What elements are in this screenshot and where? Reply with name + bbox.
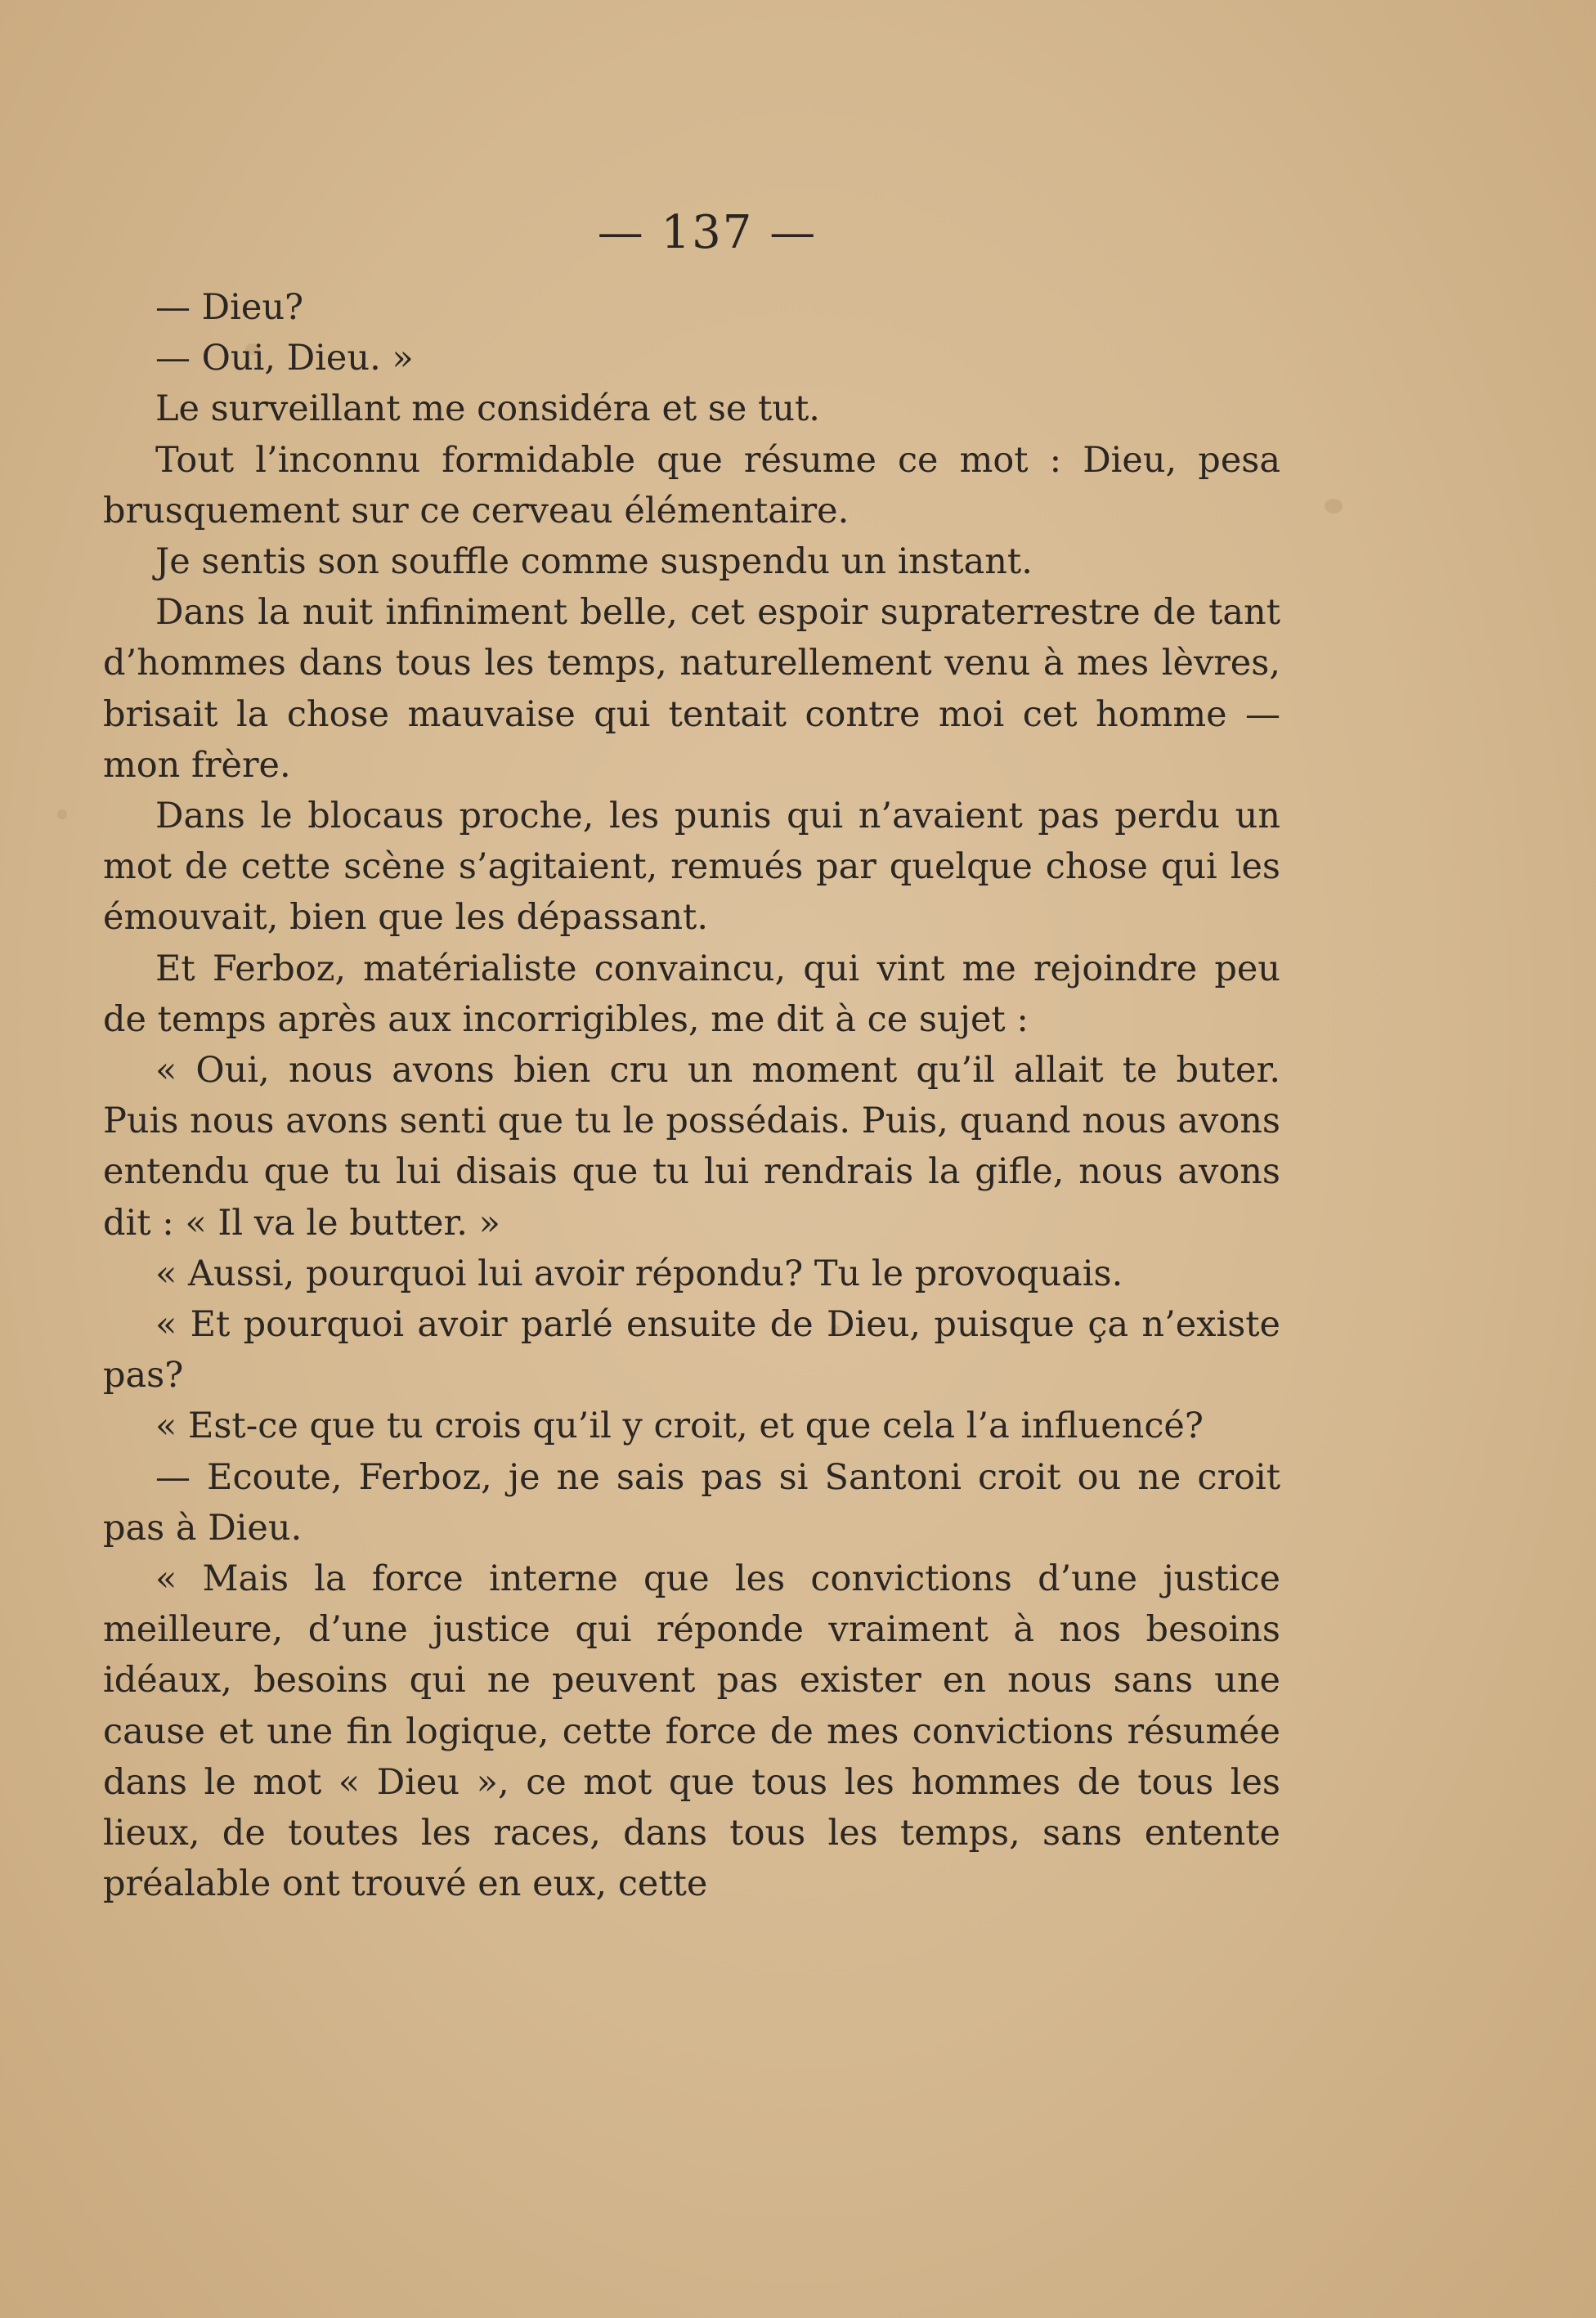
paragraph: Tout l’inconnu formidable que résume ce mot : Dieu, pesa brusquement sur ce cerveau élémentaire.	[103, 439, 1280, 531]
paragraph: « Oui, nous avons bien cru un moment qu’il allait te buter. Puis nous avons senti que tu le possédais. Puis, quand nous avons entendu que tu lui disais que tu lui rendrais la gifle, nous avons dit : « Il va le butter. »	[103, 1050, 1280, 1244]
paragraph: Le surveillant me considéra et se tut.	[155, 388, 820, 430]
page-number: — 137 —	[597, 206, 818, 259]
paragraph: — Dieu?	[155, 287, 304, 328]
paragraph: Et Ferboz, matérialiste convaincu, qui vint me rejoindre peu de temps après aux incorrigibles, me dit à ce sujet :	[103, 948, 1280, 1040]
paragraph: — Ecoute, Ferboz, je ne sais pas si Santoni croit ou ne croit pas à Dieu.	[103, 1456, 1280, 1549]
paragraph: Dans le blocaus proche, les punis qui n’avaient pas perdu un mot de cette scène s’agitaient, remués par quelque chose qui les émouvait, bien que les dépassant.	[103, 796, 1280, 939]
paper-stain	[1325, 499, 1343, 513]
paragraph: « Aussi, pourquoi lui avoir répondu? Tu le provoquais.	[155, 1253, 1123, 1294]
paragraph: « Mais la force interne que les convictions d’une justice meilleure, d’une justice qui réponde vraiment à nos besoins idéaux, besoins qui ne peuvent pas exister en nous sans une cause et une fin logique, cette force de mes convictions résumée dans le mot « Dieu », ce mot que tous les hommes de tous les lieux, de toutes les races, dans tous les temps, sans entente préalable ont trouvé en eux, cette	[103, 1558, 1280, 1905]
body-text	[103, 282, 1280, 1910]
paragraph: « Et pourquoi avoir parlé ensuite de Dieu, puisque ça n’existe pas?	[103, 1304, 1280, 1397]
paragraph: « Est-ce que tu crois qu’il y croit, et que cela l’a influencé?	[155, 1406, 1204, 1447]
paragraph: Je sentis son souffle comme suspendu un instant.	[155, 541, 1033, 583]
paper-stain	[57, 809, 67, 819]
paragraph: — Oui, Dieu. »	[155, 338, 414, 379]
paragraph: Dans la nuit infiniment belle, cet espoir supraterrestre de tant d’hommes dans tous les temps, naturellement venu à mes lèvres, brisait la chose mauvaise qui tentait contre moi cet homme — mon frère.	[103, 592, 1280, 786]
